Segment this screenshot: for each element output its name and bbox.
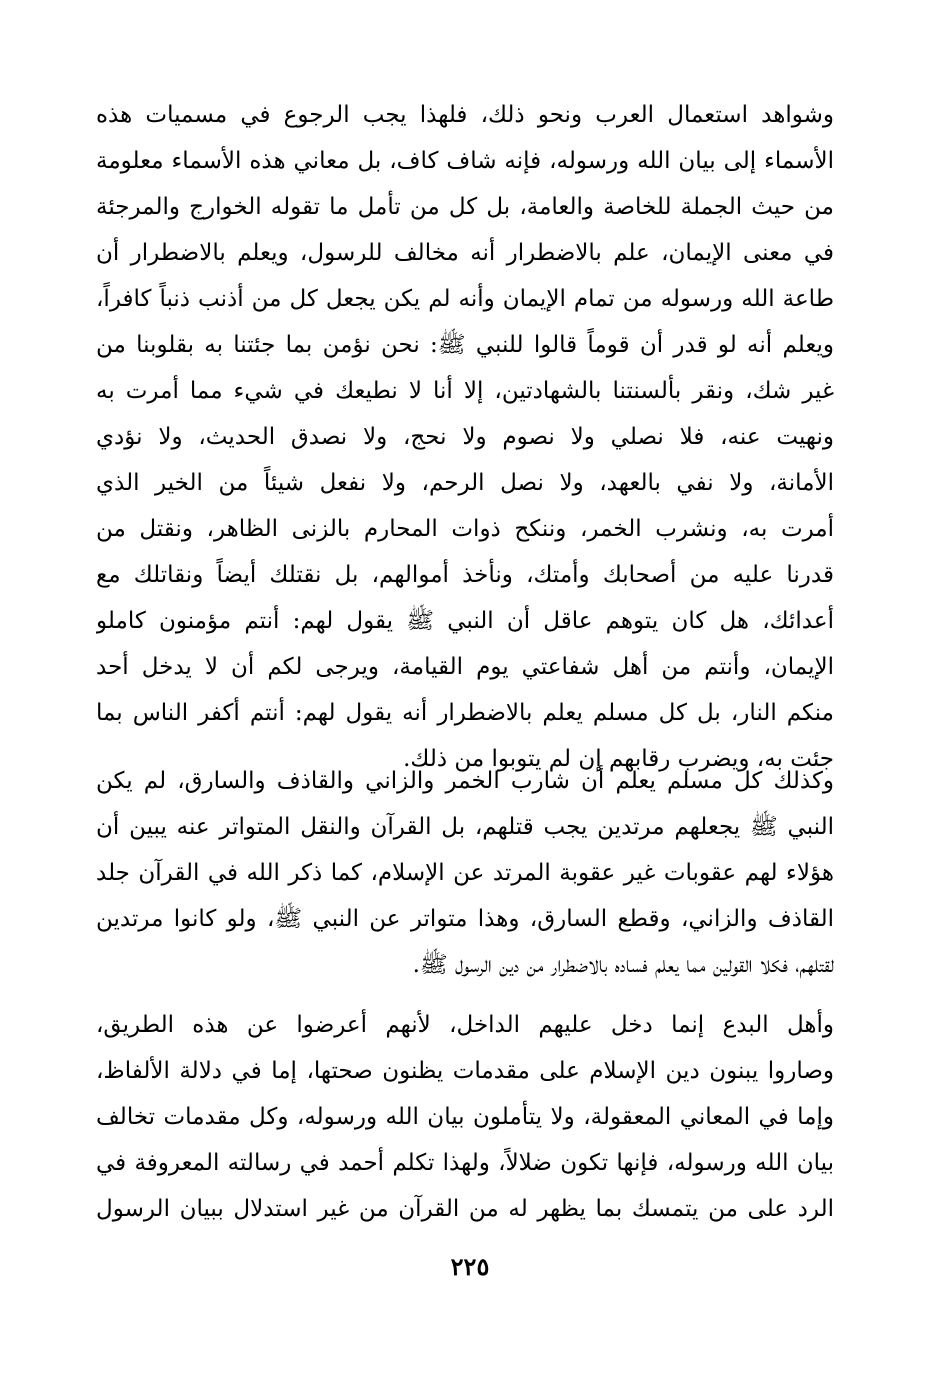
paragraph-3 bbox=[96, 1002, 834, 1232]
text-line: ونهيت عنه، فلا نصلي ولا نصوم ولا نحج، ولا نصدق الحديث، ولا نؤدي bbox=[96, 424, 834, 450]
text-line: وصاروا يبنون دين الإسلام على مقدمات يظنون صحتها، إما في دلالة الألفاظ، bbox=[96, 1058, 834, 1084]
text-line: وأهل البدع إنما دخل عليهم الداخل، لأنهم أعرضوا عن هذه الطريق، bbox=[96, 1012, 834, 1038]
page-number: ٢٢٥ bbox=[450, 1252, 490, 1281]
text-line: وإما في المعاني المعقولة، ولا يتأملون بيان الله ورسوله، وكل مقدمات تخالف bbox=[96, 1104, 834, 1130]
paragraph-1 bbox=[96, 92, 834, 782]
text-line: بيان الله ورسوله، فإنها تكون ضلالاً، ولهذا تكلم أحمد في رسالته المعروفة في bbox=[96, 1150, 834, 1176]
text-line: أمرت به، ونشرب الخمر، وننكح ذوات المحارم بالزنى الظاهر، ونقتل من bbox=[96, 516, 834, 542]
text-line: وشواهد استعمال العرب ونحو ذلك، فلهذا يجب الرجوع في مسميات هذه bbox=[96, 102, 834, 128]
text-line: الأسماء إلى بيان الله ورسوله، فإنه شاف كاف، بل معاني هذه الأسماء معلومة bbox=[96, 148, 834, 174]
text-line: الإيمان، وأنتم من أهل شفاعتي يوم القيامة، ويرجى لكم أن لا يدخل أحد bbox=[96, 654, 834, 680]
paragraph-2 bbox=[96, 758, 834, 988]
text-line: منكم النار، بل كل مسلم يعلم بالاضطرار أنه يقول لهم: أنتم أكفر الناس بما bbox=[96, 700, 834, 726]
text-line: في معنى الإيمان، علم بالاضطرار أنه مخالف للرسول، ويعلم بالاضطرار أن bbox=[96, 240, 834, 266]
text-line: لقتلهم، فكلا القولين مما يعلم فساده بالاضطرار من دين الرسول ﷺ. bbox=[412, 952, 834, 978]
text-line: النبي ﷺ يجعلهم مرتدين يجب قتلهم، بل القرآن والنقل المتواتر عنه يبين أن bbox=[96, 814, 834, 840]
text-line: الرد على من يتمسك بما يظهر له من القرآن من غير استدلال ببيان الرسول bbox=[96, 1196, 834, 1222]
text-line: من حيث الجملة للخاصة والعامة، بل كل من تأمل ما تقوله الخوارج والمرجئة bbox=[96, 194, 834, 220]
text-line: جئت به، ويضرب رقابهم إن لم يتوبوا من ذلك. bbox=[403, 746, 834, 772]
text-line: الأمانة، ولا نفي بالعهد، ولا نصل الرحم، ولا نفعل شيئاً من الخير الذي bbox=[96, 470, 834, 496]
text-line: غير شك، ونقر بألسنتنا بالشهادتين، إلا أنا لا نطيعك في شيء مما أمرت به bbox=[96, 378, 834, 404]
text-line: ويعلم أنه لو قدر أن قوماً قالوا للنبي ﷺ: نحن نؤمن بما جئتنا به بقلوبنا من bbox=[96, 332, 834, 358]
text-line: أعدائك، هل كان يتوهم عاقل أن النبي ﷺ يقول لهم: أنتم مؤمنون كاملو bbox=[96, 608, 834, 634]
text-line: القاذف والزاني، وقطع السارق، وهذا متواتر عن النبي ﷺ، ولو كانوا مرتدين bbox=[96, 906, 834, 932]
text-line: وكذلك كل مسلم يعلم أن شارب الخمر والزاني والقاذف والسارق، لم يكن bbox=[96, 768, 834, 794]
text-line: هؤلاء لهم عقوبات غير عقوبة المرتد عن الإسلام، كما ذكر الله في القرآن جلد bbox=[96, 860, 834, 886]
text-line: قدرنا عليه من أصحابك وأمتك، ونأخذ أموالهم، بل نقتلك أيضاً ونقاتلك مع bbox=[96, 562, 834, 588]
text-line: طاعة الله ورسوله من تمام الإيمان وأنه لم يكن يجعل كل من أذنب ذنباً كافراً، bbox=[96, 286, 834, 312]
